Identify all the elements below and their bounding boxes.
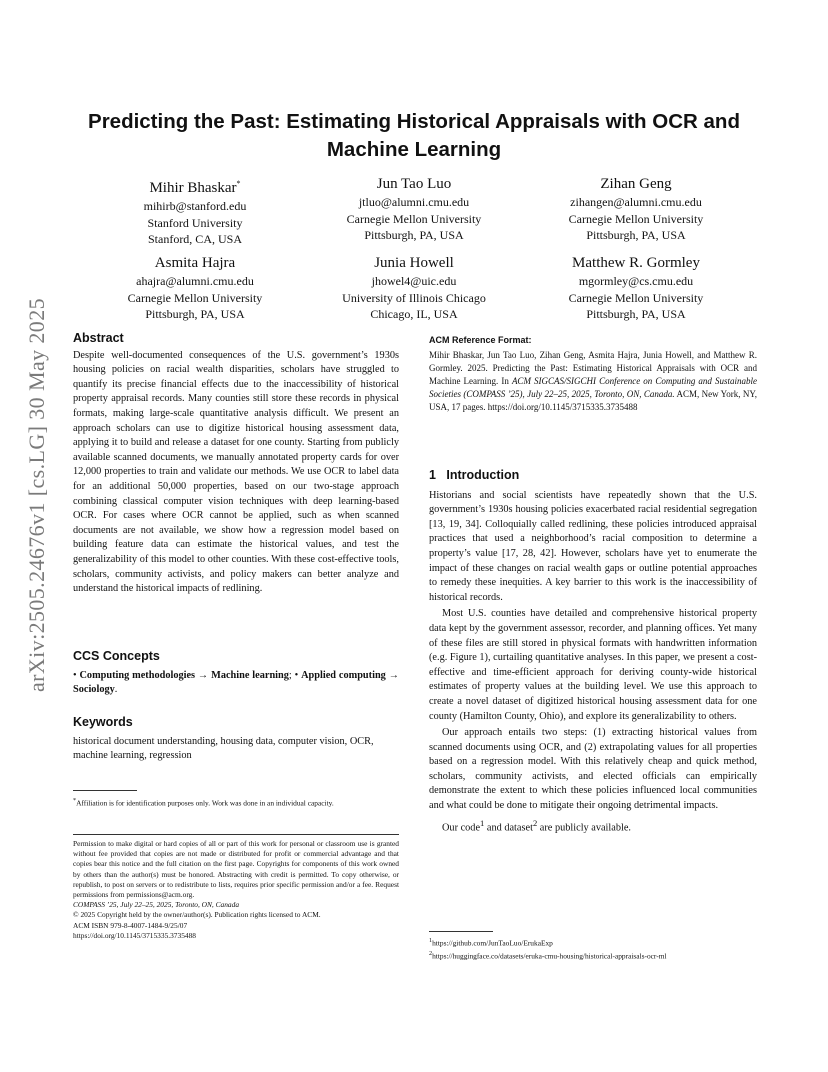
author-block	[526, 253, 746, 323]
author-email: ahajra@alumni.cmu.edu	[136, 274, 254, 288]
author-block	[85, 253, 305, 323]
paper-title: Predicting the Past: Estimating Historical Appraisals with OCR and Machine Learning	[88, 110, 740, 161]
author-location: Chicago, IL, USA	[370, 307, 458, 321]
section-number: 1	[429, 468, 436, 482]
author-affiliation: Stanford University	[147, 215, 243, 230]
introduction-heading	[429, 468, 757, 483]
footnote-rule	[429, 931, 493, 932]
author-name: Matthew R. Gormley	[572, 255, 700, 271]
author-location: Pittsburgh, PA, USA	[586, 307, 686, 321]
author-email: zihangen@alumni.cmu.edu	[570, 195, 702, 209]
ccs-item: Computing methodologies → Machine learning	[79, 669, 289, 681]
copyright-line: © 2025 Copyright held by the owner/author(s). Publication rights licensed to ACM.	[73, 910, 321, 920]
conference-line: COMPASS ’25, July 22–25, 2025, Toronto, ON, Canada	[73, 900, 240, 910]
footnote-ref[interactable]: 2	[532, 817, 538, 828]
author-block	[304, 253, 524, 323]
permission-rule	[73, 834, 399, 835]
author-affiliation: Carnegie Mellon University	[127, 290, 263, 305]
permission-block	[73, 839, 399, 941]
author-location: Pittsburgh, PA, USA	[364, 228, 464, 242]
ccs-heading: CCS Concepts	[73, 649, 160, 663]
acm-reference-section	[429, 334, 757, 414]
acm-reference-heading: ACM Reference Format:	[429, 335, 532, 345]
author-affiliation: Carnegie Mellon University	[568, 290, 704, 305]
abstract-section	[73, 331, 399, 597]
footnote-rule	[73, 790, 137, 791]
keywords-body: historical document understanding, housing data, computer vision, OCR, machine learning, regression	[73, 735, 374, 762]
author-email: jhowel4@uic.edu	[371, 274, 457, 288]
author-email: mgormley@cs.cmu.edu	[578, 274, 694, 288]
author-block	[526, 174, 746, 244]
author-email: mihirb@stanford.edu	[143, 199, 247, 213]
footnotes	[429, 936, 757, 961]
introduction-section	[429, 468, 757, 836]
author-name: Zihan Geng	[600, 176, 672, 192]
ccs-section	[73, 649, 399, 698]
author-name: Mihir Bhaskar	[149, 180, 237, 196]
ccs-item: Applied computing → Sociology	[73, 669, 399, 696]
author-name: Asmita Hajra	[154, 255, 236, 271]
author-location: Pittsburgh, PA, USA	[145, 307, 245, 321]
section-title: Introduction	[446, 468, 520, 482]
intro-paragraph: Most U.S. counties have detailed and comprehensive historical property data kept by the government assessor, recorder, and planning offices. Yet many of these files are still stored in physical formats with handwritten information (e.g. Figure 1), curtailing quantitative analyses. In this paper, we present a cost-effective and time-efficient approach for deriving county-wide historical estimates of property values at the building level. We use this approach to create a novel dataset of digitized historical housing assessment data for one county (Hamilton County, Ohio), and explore its generalizability to others.	[429, 608, 757, 722]
intro-paragraph: Our code$^1$ and dataset$^2$ are publicly available.	[442, 817, 632, 834]
ccs-separator: ; •	[288, 669, 302, 681]
author-name: Junia Howell	[374, 255, 454, 271]
footnote-ref[interactable]: 1	[480, 817, 485, 828]
author-affiliation: University of Illinois Chicago	[342, 290, 486, 305]
author-affiliation: Carnegie Mellon University	[346, 211, 482, 226]
doi-link[interactable]: https://doi.org/10.1145/3715335.3735488	[73, 930, 196, 940]
arxiv-identifier: arXiv:2505.24676v1 [cs.LG] 30 May 2025	[24, 297, 49, 693]
ccs-concepts: • Computing methodologies → Machine learning; • Applied computing → Sociology.	[73, 669, 399, 696]
author-location: Pittsburgh, PA, USA	[586, 228, 686, 242]
author-email: jtluo@alumni.cmu.edu	[358, 195, 470, 209]
footnote-item: $^2$https://huggingface.co/datasets/eruka-cmu-housing/historical-appraisals-ocr-ml	[429, 950, 667, 961]
footnote-item: $^1$https://github.com/JunTaoLuo/ErukaExp	[429, 938, 553, 948]
arxiv-sidebar-stamp	[24, 295, 49, 695]
author-block	[85, 174, 305, 248]
author-name: Jun Tao Luo	[376, 176, 452, 192]
author-block	[304, 174, 524, 244]
abstract-heading: Abstract	[73, 331, 124, 345]
abstract-body: Despite well-documented consequences of the U.S. government’s 1930s housing policies on racial wealth disparities, scholars have struggled to quantify its precise financial effects due to the inaccessibility of historical property appraisal records. Many counties still store these records in physical formats, making large-scale quantitative analysis difficult. We present an approach scholars can use to digitize historical housing assessment data, applying it to build and release a dataset for one county. Starting from publicly available scanned documents, we manually annotated property cards for over 12,000 properties to train and validate our methods. We use OCR to label data for an additional 50,000 properties, based on our two-stage approach combining classical computer vision techniques with deep learning-based OCR. For cases where OCR cannot be applied, such as when scanned documents are not available, we show how a regression model based on building feature data can estimate the historical values, and test the generalizability of this model to other counties. With these cost-effective tools, scholars, community activists, and policy makers can better analyze and understand the historical impacts of redlining.	[73, 349, 399, 595]
footnote-link[interactable]: https://huggingface.co/datasets/eruka-cmu-housing/historical-appraisals-ocr-ml	[432, 951, 667, 961]
keywords-section	[73, 715, 399, 764]
intro-paragraph: Our approach entails two steps: (1) extracting historical values from scanned documents using OCR, and (2) extrapolating values for all properties based on a regression model. With this relatively cheap and quick method, scholars, community activists, and elected officials can empirically demonstrate the extent to which these policies influenced local communities and what could be done to mitigate their ongoing detrimental impacts.	[429, 727, 757, 812]
author-footnote-mark: *	[236, 179, 241, 188]
keywords-heading: Keywords	[73, 715, 133, 729]
intro-paragraph: Historians and social scientists have repeatedly shown that the U.S. government’s 1930s housing policies exacerbated racial residential segregation [13, 19, 34]. Colloquially called redlining, these policies introduced appraisal practices that used a neighborhood’s racial composition to determine a property’s value [17, 28, 42]. However, scholars have yet to enumerate the impact of these changes on racial wealth gaps or outline potential approaches to remedy these inequities. A key barrier to this work is the inaccessibility of historical records.	[429, 489, 757, 603]
acm-reference-text: Mihir Bhaskar, Jun Tao Luo, Zihan Geng, Asmita Hajra, Junia Howell, and Matthew R. Gormley. 2025. Predicting the Past: Estimating Historical Appraisals with OCR and Machine Learning. In ACM SIGCAS/SIGCHI Conference on Computing and Sustainable Societies (COMPASS ’25), July 22–25, 2025, Toronto, ON, Canada. ACM, New York, NY, USA, 17 pages. https://doi.org/10.1145/3715335.3735488	[429, 350, 757, 412]
isbn-line: ACM ISBN 979-8-4007-1484-9/25/07	[73, 920, 188, 930]
author-location: Stanford, CA, USA	[147, 232, 242, 246]
footnote-link[interactable]: https://github.com/JunTaoLuo/ErukaExp	[432, 938, 553, 948]
author-affiliation: Carnegie Mellon University	[568, 211, 704, 226]
permission-text: Permission to make digital or hard copies of all or part of this work for personal or classroom use is granted without fee provided that copies are not made or distributed for profit or commercial advantage and that copies bear this notice and the full citation on the first page. Copyrights for components of this work owned by others than the author(s) must be honored. Abstracting with credit is permitted. To copy otherwise, or republish, to post on servers or to redistribute to lists, requires prior specific permission and/or a fee. Request permissions from permissions@acm.org.	[73, 839, 399, 900]
affiliation-footnote: *Affiliation is for identification purposes only. Work was done in an individual capacity.	[73, 798, 334, 808]
